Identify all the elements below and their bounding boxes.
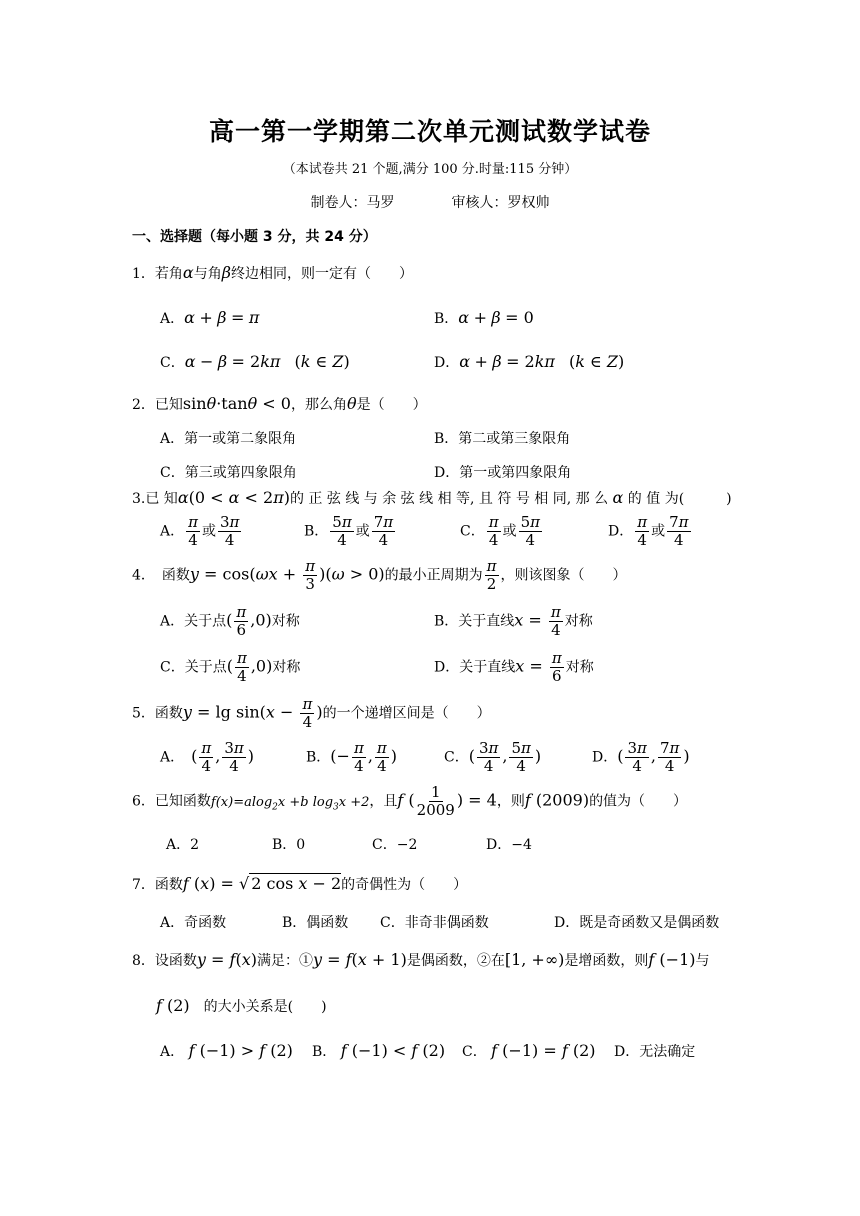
q7-option-d: D．既是奇函数又是偶函数: [554, 915, 720, 931]
q2-option-b: B．第二或第三象限角: [434, 431, 571, 447]
q4-option-c: C．关于点( $\frac{\pi}{4}$ ,0)对称: [160, 649, 301, 685]
q3-option-d: D． $\frac{\pi}{4}$ 或 $\frac{7\pi}{4}$: [608, 513, 689, 549]
question-5-stem: 5．函数y = lg sin(x − $\frac{\pi}{4}$ )的一个递增区间是（ ）: [132, 695, 491, 731]
section-heading: 一、选择题（每小题 3 分，共 24 分）: [132, 229, 377, 245]
q4-option-d: D．关于直线x = $\frac{\pi}{6}$ 对称: [434, 649, 594, 685]
q5-option-c: C．( $\frac{3\pi}{4}$ , $\frac{5\pi}{4}$ ): [444, 739, 542, 775]
q3-option-c: C． $\frac{\pi}{4}$ 或 $\frac{5\pi}{4}$: [460, 513, 540, 549]
q7-option-a: A．奇函数: [160, 915, 227, 931]
q3-option-b: B． $\frac{5\pi}{4}$ 或 $\frac{7\pi}{4}$: [304, 513, 394, 549]
q1-option-c: C．α − β = 2kπ (k ∈ Z): [160, 352, 350, 371]
q7-option-b: B．偶函数: [282, 915, 349, 931]
q5-option-d: D．( $\frac{3\pi}{4}$ , $\frac{7\pi}{4}$ ): [592, 739, 690, 775]
q6-option-c: C．−2: [372, 837, 418, 853]
q8-option-d: D．无法确定: [614, 1044, 696, 1060]
question-7-stem: 7．函数f (x) = √ 2 cos x − 2的奇偶性为（ ）: [132, 874, 468, 893]
maker-label: 制卷人：马罗: [310, 195, 395, 211]
question-6-stem: 6．已知函数f(x)=alog$_2$x +b $\log_3x +2$，且f ( $\frac{1}{2009}$ ) = 4，则f (2009)的值为（ ）: [132, 783, 688, 819]
q8-option-b: B． f (−1) < f (2): [312, 1041, 446, 1060]
q6-option-b: B．0: [272, 837, 306, 853]
q1-option-b: B．α + β = 0: [434, 308, 534, 327]
q2-option-d: D．第一或第四象限角: [434, 465, 572, 481]
page-title: 高一第一学期第二次单元测试数学试卷: [208, 117, 651, 146]
q5-option-a: A． ( $\frac{\pi}{4}$ , $\frac{3\pi}{4}$ ): [160, 739, 254, 775]
question-2-stem: 2．已知sinθ·tanθ < 0，那么角θ是（ ）: [132, 394, 427, 413]
q3-option-a: A． $\frac{\pi}{4}$ 或 $\frac{3\pi}{4}$: [160, 513, 240, 549]
q2-option-a: A．第一或第二象限角: [160, 431, 297, 447]
question-8-line2: f (2) 的大小关系是( ): [156, 996, 327, 1015]
q8-option-c: C． f (−1) = f (2): [462, 1041, 596, 1060]
q8-option-a: A． f (−1) > f (2): [160, 1041, 293, 1060]
question-1-stem: 1．若角α与角β终边相同，则一定有（ ）: [132, 263, 413, 282]
authors-line: [0, 192, 860, 212]
q1-option-d: D．α + β = 2kπ (k ∈ Z): [434, 352, 625, 371]
q2-option-c: C．第三或第四象限角: [160, 465, 297, 481]
question-3-stem: 3.已 知α(0 < α < 2π)的 正 弦 线 与 余 弦 线 相 等, 且 符 号 相 同, 那 么 α 的 值 为( ): [132, 488, 732, 507]
q1-option-a: A．α + β = π: [160, 308, 260, 327]
q5-option-b: B．(− $\frac{\pi}{4}$ , $\frac{\pi}{4}$ ): [306, 739, 398, 775]
question-8-stem: 8．设函数y = f(x)满足：①y = f(x + 1)是偶函数，②在[1, +∞)是增函数，则f (−1)与: [132, 950, 710, 969]
q6-option-d: D．−4: [486, 837, 532, 853]
q7-option-c: C．非奇非偶函数: [380, 915, 489, 931]
exam-info: （本试卷共 21 个题,满分 100 分.时量:115 分钟）: [282, 162, 578, 177]
reviewer-label: 审核人：罗权帅: [451, 195, 550, 211]
question-4-stem: 4． 函数y = cos(ωx + $\frac{\pi}{3}$ )(ω > 0)的最小正周期为 $\frac{\pi}{2}$ ，则该图象（ ）: [132, 557, 627, 593]
q4-option-a: A．关于点( $\frac{\pi}{6}$ ,0)对称: [160, 603, 300, 639]
q4-option-b: B．关于直线x = $\frac{\pi}{4}$ 对称: [434, 603, 593, 639]
q6-option-a: A．2: [166, 837, 200, 853]
